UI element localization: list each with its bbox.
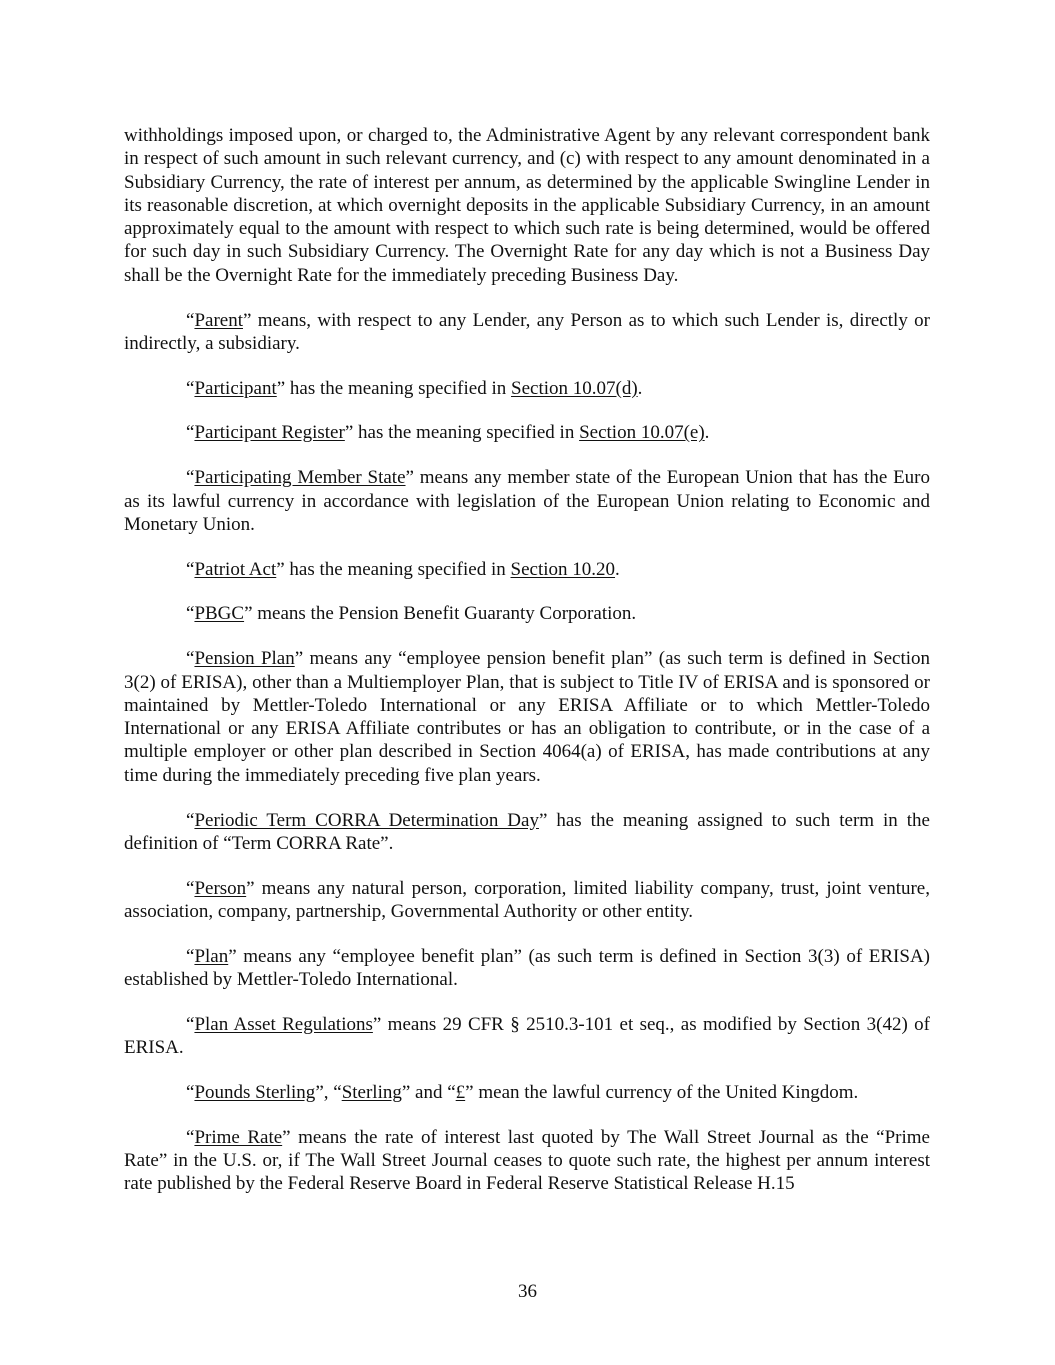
definition-text-end: .: [637, 377, 643, 399]
defined-term: Prime Rate: [194, 1126, 283, 1148]
document-page: [124, 124, 930, 1217]
section-reference: Section 10.07(e): [579, 422, 705, 444]
definition-text-end: .: [704, 422, 710, 444]
definition-text: ” means the Pension Benefit Guaranty Corporation.: [244, 603, 637, 625]
definition-pension-plan: “Pension Plan” means any “employee pension benefit plan” (as such term is defined in Section 3(2) of ERISA), other than a Multiemployer Plan, that is subject to Title IV of ERISA and is sponsored or maintained by Mettler-Toledo International or any ERISA Affiliate or to which Mettler-Toledo International or any ERISA Affiliate contributes or has an obligation to contribute, or in the case of a multiple employer or other plan described in Section 4064(a) of ERISA, has made contributions at any time during the immediately preceding five plan years.: [124, 648, 930, 786]
defined-term: Participating Member State: [194, 467, 406, 489]
defined-term: Participant Register: [194, 422, 345, 444]
definition-text: ” means the rate of interest last quoted by The Wall Street Journal as the “Prime Rate” in the U.S. or, if The Wall Street Journal ceases to quote such rate, the highest per annum interest rate published by the Federal Reserve Board in Federal Reserve Statistical Release H.15: [124, 1126, 930, 1195]
defined-term: Person: [194, 877, 247, 899]
definition-text: ” mean the lawful currency of the United Kingdom.: [465, 1081, 859, 1103]
definition-person: “Person” means any natural person, corporation, limited liability company, trust, joint venture, association, company, partnership, Governmental Authority or other entity.: [124, 877, 930, 922]
defined-term: Plan: [194, 945, 229, 967]
defined-term-sterling: Sterling: [341, 1081, 402, 1103]
definition-text: ” has the meaning specified in: [344, 422, 580, 444]
definition-plan-asset-regulations: “Plan Asset Regulations” means 29 CFR § 2510.3-101 et seq., as modified by Section 3(42) of ERISA.: [124, 1013, 930, 1059]
definition-text: ” means any “employee pension benefit plan” (as such term is defined in Section 3(2) of ERISA), other than a Multiemployer Plan, that is subject to Title IV of ERISA and is sponsored or maintained by Mettler-Toledo International or any ERISA Affiliate or to which Mettler-Toledo International or any ERISA Affiliate contributes or has an obligation to contribute, or in the case of a multiple employer or other plan described in Section 4064(a) of ERISA, has made contributions at any time during the immediately preceding five plan years.: [124, 648, 930, 786]
definition-periodic-term-corra: “Periodic Term CORRA Determination Day” has the meaning assigned to such term in the definition of “Term CORRA Rate”.: [124, 809, 930, 854]
separator: ”, “: [315, 1081, 342, 1103]
defined-term: Pounds Sterling: [194, 1081, 316, 1103]
defined-term: Periodic Term CORRA Determination Day: [194, 809, 539, 831]
definition-text: ” has the meaning specified in: [276, 558, 511, 580]
page-number: 36: [518, 1281, 537, 1302]
defined-term: Plan Asset Regulations: [194, 1013, 373, 1035]
definition-participating-member-state: “Participating Member State” means any member state of the European Union that has the Euro as its lawful currency in accordance with legislation of the European Union relating to Economic and Monetary Union.: [124, 467, 931, 535]
definition-pounds-sterling: “Pounds Sterling”, “Sterling” and “£” mean the lawful currency of the United Kingdom.: [186, 1081, 859, 1103]
defined-term-pound-sign: £: [455, 1081, 466, 1103]
definition-text: ” means, with respect to any Lender, any Person as to which such Lender is, directly or indirectly, a subsidiary.: [124, 309, 930, 354]
definition-prime-rate: “Prime Rate” means the rate of interest last quoted by The Wall Street Journal as the “Prime Rate” in the U.S. or, if The Wall Street Journal ceases to quote such rate, the highest per annum interest rate published by the Federal Reserve Board in Federal Reserve Statistical Release H.15: [124, 1126, 930, 1195]
definition-text: ” means any member state of the European Union that has the Euro as its lawful currency in accordance with legislation of the European Union relating to Economic and Monetary Union.: [124, 467, 931, 535]
defined-term: Pension Plan: [194, 648, 295, 670]
definition-text: ” means 29 CFR § 2510.3-101 et seq., as modified by Section 3(42) of ERISA.: [124, 1013, 930, 1059]
definition-text: ” means any “employee benefit plan” (as such term is defined in Section 3(3) of ERISA) established by Mettler-Toledo International.: [124, 945, 930, 991]
definition-text: ” has the meaning specified in: [276, 377, 512, 399]
section-reference: Section 10.20: [510, 558, 616, 580]
defined-term: PBGC: [194, 603, 245, 625]
definition-text-end: .: [615, 558, 620, 580]
defined-term: Participant: [194, 377, 277, 399]
defined-term: Patriot Act: [194, 558, 277, 580]
definition-participant-register: “Participant Register” has the meaning specified in Section 10.07(e).: [186, 422, 710, 444]
definition-parent: “Parent” means, with respect to any Lender, any Person as to which such Lender is, directly or indirectly, a subsidiary.: [124, 309, 930, 354]
definition-text: ” means any natural person, corporation, limited liability company, trust, joint venture, association, company, partnership, Governmental Authority or other entity.: [124, 877, 930, 922]
section-reference: Section 10.07(d): [511, 377, 638, 399]
paragraph-overnight-rate-continuation: withholdings imposed upon, or charged to, the Administrative Agent by any relevant correspondent bank in respect of such amount in such relevant currency, and (c) with respect to any amount denominated in a Subsidiary Currency, the rate of interest per annum, as determined by the applicable Swingline Lender in its reasonable discretion, at which overnight deposits in the applicable Subsidiary Currency, in an amount approximately equal to the amount with respect to which such rate is being determined, would be offered for such day in such Subsidiary Currency. The Overnight Rate for any day which is not a Business Day shall be the Overnight Rate for the immediately preceding Business Day.: [124, 125, 930, 286]
definition-pbgc: “PBGC” means the Pension Benefit Guaranty Corporation.: [186, 603, 637, 625]
definition-plan: “Plan” means any “employee benefit plan” (as such term is defined in Section 3(3) of ERISA) established by Mettler-Toledo International.: [124, 945, 930, 991]
separator: ” and “: [401, 1081, 456, 1103]
defined-term: Parent: [194, 309, 243, 331]
definition-participant: “Participant” has the meaning specified in Section 10.07(d).: [186, 377, 643, 399]
definition-patriot-act: “Patriot Act” has the meaning specified in Section 10.20.: [186, 558, 620, 580]
definition-text: ” has the meaning assigned to such term in the definition of “Term CORRA Rate”.: [124, 809, 930, 854]
